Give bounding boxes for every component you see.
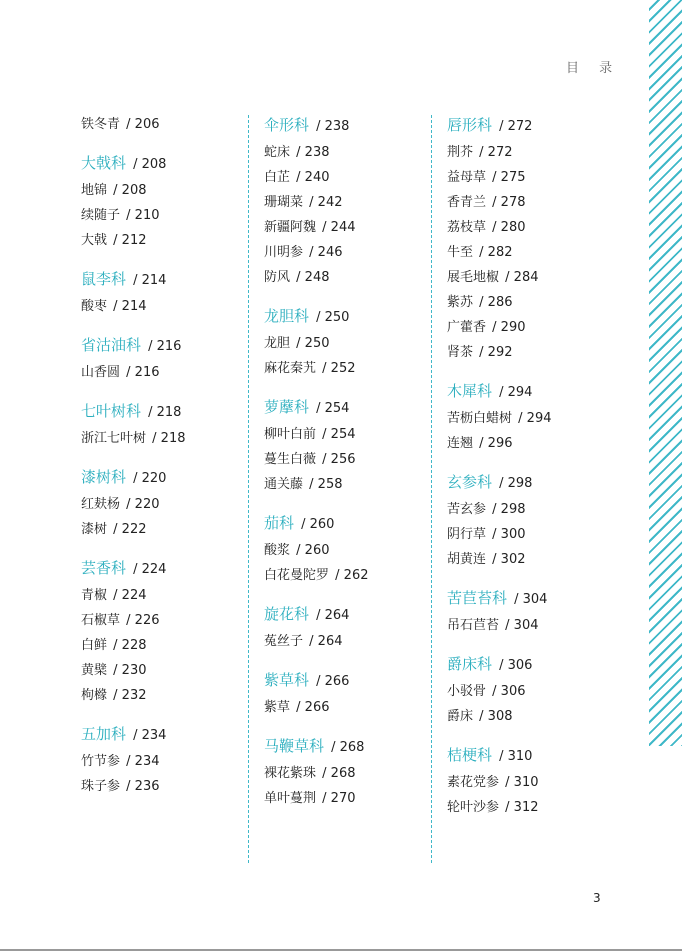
page-ref: / 208: [133, 157, 167, 172]
entry-name: 山香圆: [81, 365, 121, 380]
page-ref: / 268: [331, 740, 365, 755]
page-ref: / 216: [148, 339, 182, 354]
entry-name: 广藿香: [447, 320, 487, 335]
toc-family-heading[interactable]: [447, 742, 637, 768]
toc-family-heading[interactable]: [264, 667, 424, 693]
page-ref: / 224: [133, 562, 167, 577]
entry-name: 防风: [264, 270, 291, 285]
page-ref: / 284: [505, 270, 539, 285]
family-name: 玄参科: [447, 473, 493, 491]
family-name: 漆树科: [81, 468, 127, 486]
page-ref: / 206: [126, 117, 160, 132]
page-ref: / 268: [322, 766, 356, 781]
page-ref: / 210: [126, 208, 160, 223]
toc-entry[interactable]: [447, 340, 637, 365]
entry-name: 枸橼: [81, 688, 108, 703]
page-ref: / 218: [152, 431, 186, 446]
toc-entry[interactable]: [447, 679, 637, 704]
page-ref: / 258: [309, 477, 343, 492]
page-ref: / 264: [316, 608, 350, 623]
toc-family-heading[interactable]: [264, 510, 424, 536]
toc-family-heading[interactable]: [264, 601, 424, 627]
toc-family-heading[interactable]: [81, 555, 241, 581]
page-ref: / 250: [296, 336, 330, 351]
toc-entry[interactable]: [81, 294, 241, 319]
entry-name: 续随子: [81, 208, 121, 223]
page-title: 目 录: [566, 61, 621, 76]
toc-entry[interactable]: [447, 215, 637, 240]
page-ref: / 238: [316, 119, 350, 134]
toc-family-heading[interactable]: [264, 303, 424, 329]
page-ref: / 214: [113, 299, 147, 314]
toc-entry[interactable]: [447, 290, 637, 315]
entry-name: 黄檗: [81, 663, 108, 678]
page-ref: / 296: [479, 436, 513, 451]
family-name: 唇形科: [447, 116, 493, 134]
family-name: 龙胆科: [264, 307, 310, 325]
entry-name: 香青兰: [447, 195, 487, 210]
toc-family-heading[interactable]: [81, 398, 241, 424]
page-ref: / 280: [492, 220, 526, 235]
toc-entry[interactable]: [81, 658, 241, 683]
toc-entry[interactable]: [447, 497, 637, 522]
toc-entry[interactable]: [447, 140, 637, 165]
entry-name: 大戟: [81, 233, 108, 248]
toc-entry[interactable]: [81, 228, 241, 253]
toc-entry[interactable]: [447, 704, 637, 729]
entry-name: 青椒: [81, 588, 108, 603]
family-name: 鼠李科: [81, 270, 127, 288]
page-ref: / 220: [126, 497, 160, 512]
toc-family-heading[interactable]: [447, 112, 637, 138]
entry-name: 吊石苣苔: [447, 618, 500, 633]
toc-entry[interactable]: [447, 795, 637, 820]
family-name: 马鞭草科: [264, 737, 325, 755]
page-ref: / 292: [479, 345, 513, 360]
entry-name: 牛至: [447, 245, 474, 260]
toc-entry[interactable]: [81, 517, 241, 542]
page-ref: / 238: [296, 145, 330, 160]
entry-name: 菟丝子: [264, 634, 304, 649]
family-name: 伞形科: [264, 116, 310, 134]
family-name: 萝藦科: [264, 398, 310, 416]
entry-name: 苦玄参: [447, 502, 487, 517]
toc-entry[interactable]: [264, 240, 424, 265]
page-ref: / 214: [133, 273, 167, 288]
page-ref: / 224: [113, 588, 147, 603]
family-name: 大戟科: [81, 154, 127, 172]
toc-entry[interactable]: [264, 563, 424, 588]
toc-entry[interactable]: [447, 240, 637, 265]
page-ref: / 262: [335, 568, 369, 583]
toc-entry[interactable]: [447, 431, 637, 456]
toc-entry[interactable]: [447, 522, 637, 547]
toc-entry[interactable]: [447, 165, 637, 190]
entry-name: 白鲜: [81, 638, 108, 653]
page-ref: / 272: [479, 145, 513, 160]
entry-name: 爵床: [447, 709, 474, 724]
page-ref: / 300: [492, 527, 526, 542]
toc-entry[interactable]: [81, 492, 241, 517]
page-ref: / 294: [518, 411, 552, 426]
entry-name: 珠子参: [81, 779, 121, 794]
toc-column-1: [81, 112, 241, 799]
toc-entry[interactable]: [447, 770, 637, 795]
page-ref: / 266: [316, 674, 350, 689]
toc-entry[interactable]: [264, 331, 424, 356]
toc-family-heading[interactable]: [447, 469, 637, 495]
toc-family-heading[interactable]: [81, 721, 241, 747]
toc-entry[interactable]: [264, 215, 424, 240]
toc-entry[interactable]: [447, 265, 637, 290]
toc-entry[interactable]: [264, 786, 424, 811]
toc-entry[interactable]: [264, 422, 424, 447]
entry-name: 酸枣: [81, 299, 108, 314]
toc-entry[interactable]: [264, 538, 424, 563]
toc-entry[interactable]: [81, 683, 241, 708]
page-ref: / 254: [316, 401, 350, 416]
toc-entry[interactable]: [264, 265, 424, 290]
entry-name: 地锦: [81, 183, 108, 198]
entry-name: 荔枝草: [447, 220, 487, 235]
toc-entry[interactable]: [81, 633, 241, 658]
entry-name: 石椒草: [81, 613, 121, 628]
entry-name: 阴行草: [447, 527, 487, 542]
toc-entry[interactable]: [447, 613, 637, 638]
page-ref: / 264: [309, 634, 343, 649]
page-ref: / 278: [492, 195, 526, 210]
entry-name: 肾茶: [447, 345, 474, 360]
entry-name: 铁冬青: [81, 117, 121, 132]
entry-name: 浙江七叶树: [81, 431, 147, 446]
toc-entry[interactable]: [264, 165, 424, 190]
page-ref: / 246: [309, 245, 343, 260]
toc-entry[interactable]: [264, 629, 424, 654]
page-ref: / 234: [126, 754, 160, 769]
page-ref: / 240: [296, 170, 330, 185]
toc-entry[interactable]: [447, 315, 637, 340]
entry-name: 白芷: [264, 170, 291, 185]
page-ref: / 256: [322, 452, 356, 467]
page-ref: / 232: [113, 688, 147, 703]
page-ref: / 312: [505, 800, 539, 815]
family-name: 苦苣苔科: [447, 589, 508, 607]
page-ref: / 250: [316, 310, 350, 325]
entry-name: 川明参: [264, 245, 304, 260]
column-divider: [248, 115, 249, 863]
entry-name: 益母草: [447, 170, 487, 185]
entry-name: 竹节参: [81, 754, 121, 769]
toc-entry[interactable]: [81, 426, 241, 451]
page-ref: / 248: [296, 270, 330, 285]
toc-column-2: [264, 112, 424, 811]
toc-entry[interactable]: [264, 472, 424, 497]
toc-entry[interactable]: [447, 406, 637, 431]
page-ref: / 234: [133, 728, 167, 743]
page-ref: / 282: [479, 245, 513, 260]
page-ref: / 272: [499, 119, 533, 134]
toc-entry[interactable]: [264, 695, 424, 720]
page-ref: / 220: [133, 471, 167, 486]
toc-family-heading[interactable]: [264, 394, 424, 420]
entry-name: 白花曼陀罗: [264, 568, 330, 583]
page-ref: / 302: [492, 552, 526, 567]
page-ref: / 228: [113, 638, 147, 653]
entry-name: 龙胆: [264, 336, 291, 351]
entry-name: 胡黄连: [447, 552, 487, 567]
family-name: 桔梗科: [447, 746, 493, 764]
entry-name: 蔓生白薇: [264, 452, 317, 467]
toc-entry[interactable]: [264, 447, 424, 472]
page-ref: / 230: [113, 663, 147, 678]
entry-name: 新疆阿魏: [264, 220, 317, 235]
page-ref: / 244: [322, 220, 356, 235]
page-ref: / 222: [113, 522, 147, 537]
toc-family-heading[interactable]: [447, 651, 637, 677]
entry-name: 麻花秦艽: [264, 361, 317, 376]
page-ref: / 260: [296, 543, 330, 558]
toc-entry[interactable]: [81, 203, 241, 228]
page-ref: / 212: [113, 233, 147, 248]
page-ref: / 236: [126, 779, 160, 794]
page-ref: / 252: [322, 361, 356, 376]
toc-entry[interactable]: [81, 608, 241, 633]
toc-entry[interactable]: [264, 761, 424, 786]
page-ref: / 298: [492, 502, 526, 517]
entry-name: 单叶蔓荆: [264, 791, 317, 806]
page-ref: / 226: [126, 613, 160, 628]
column-divider: [431, 115, 432, 863]
page-ref: / 275: [492, 170, 526, 185]
family-name: 茄科: [264, 514, 295, 532]
entry-name: 紫苏: [447, 295, 474, 310]
toc-entry[interactable]: [447, 547, 637, 572]
entry-name: 酸浆: [264, 543, 291, 558]
page-ref: / 216: [126, 365, 160, 380]
page-ref: / 310: [499, 749, 533, 764]
page-ref: / 286: [479, 295, 513, 310]
entry-name: 蛇床: [264, 145, 291, 160]
family-name: 芸香科: [81, 559, 127, 577]
page-ref: / 254: [322, 427, 356, 442]
entry-name: 轮叶沙参: [447, 800, 500, 815]
entry-name: 红麸杨: [81, 497, 121, 512]
page-ref: / 304: [505, 618, 539, 633]
toc-family-heading[interactable]: [447, 585, 637, 611]
family-name: 爵床科: [447, 655, 493, 673]
family-name: 紫草科: [264, 671, 310, 689]
entry-name: 裸花紫珠: [264, 766, 317, 781]
toc-family-heading[interactable]: [81, 266, 241, 292]
page-ref: / 290: [492, 320, 526, 335]
page-ref: / 242: [309, 195, 343, 210]
page-ref: / 306: [499, 658, 533, 673]
page-ref: / 294: [499, 385, 533, 400]
page-number: 3: [593, 891, 601, 905]
entry-name: 苦枥白蜡树: [447, 411, 513, 426]
toc-family-heading[interactable]: [447, 378, 637, 404]
page-ref: / 208: [113, 183, 147, 198]
toc-entry[interactable]: [81, 112, 241, 137]
page-ref: / 310: [505, 775, 539, 790]
page-ref: / 260: [301, 517, 335, 532]
family-name: 五加科: [81, 725, 127, 743]
toc-entry[interactable]: [81, 178, 241, 203]
page-ref: / 218: [148, 405, 182, 420]
page-ref: / 304: [514, 592, 548, 607]
toc-entry[interactable]: [264, 356, 424, 381]
page-ref: / 306: [492, 684, 526, 699]
toc-entry[interactable]: [447, 190, 637, 215]
toc-family-heading[interactable]: [81, 332, 241, 358]
toc-entry[interactable]: [81, 360, 241, 385]
decorative-stripe-band: [649, 0, 682, 746]
entry-name: 紫草: [264, 700, 291, 715]
toc-family-heading[interactable]: [264, 112, 424, 138]
entry-name: 通关藤: [264, 477, 304, 492]
toc-family-heading[interactable]: [264, 733, 424, 759]
family-name: 省沽油科: [81, 336, 142, 354]
toc-family-heading[interactable]: [81, 150, 241, 176]
toc-entry[interactable]: [264, 190, 424, 215]
entry-name: 素花党参: [447, 775, 500, 790]
entry-name: 珊瑚菜: [264, 195, 304, 210]
entry-name: 连翘: [447, 436, 474, 451]
family-name: 木犀科: [447, 382, 493, 400]
entry-name: 小驳骨: [447, 684, 487, 699]
toc-entry[interactable]: [81, 774, 241, 799]
entry-name: 柳叶白前: [264, 427, 317, 442]
toc-column-3: [447, 112, 637, 820]
page-ref: / 270: [322, 791, 356, 806]
entry-name: 展毛地椒: [447, 270, 500, 285]
page-ref: / 298: [499, 476, 533, 491]
entry-name: 荆芥: [447, 145, 474, 160]
page-ref: / 308: [479, 709, 513, 724]
page-ref: / 266: [296, 700, 330, 715]
toc-family-heading[interactable]: [81, 464, 241, 490]
entry-name: 漆树: [81, 522, 108, 537]
toc-entry[interactable]: [81, 583, 241, 608]
family-name: 七叶树科: [81, 402, 142, 420]
family-name: 旋花科: [264, 605, 310, 623]
toc-entry[interactable]: [81, 749, 241, 774]
toc-entry[interactable]: [264, 140, 424, 165]
